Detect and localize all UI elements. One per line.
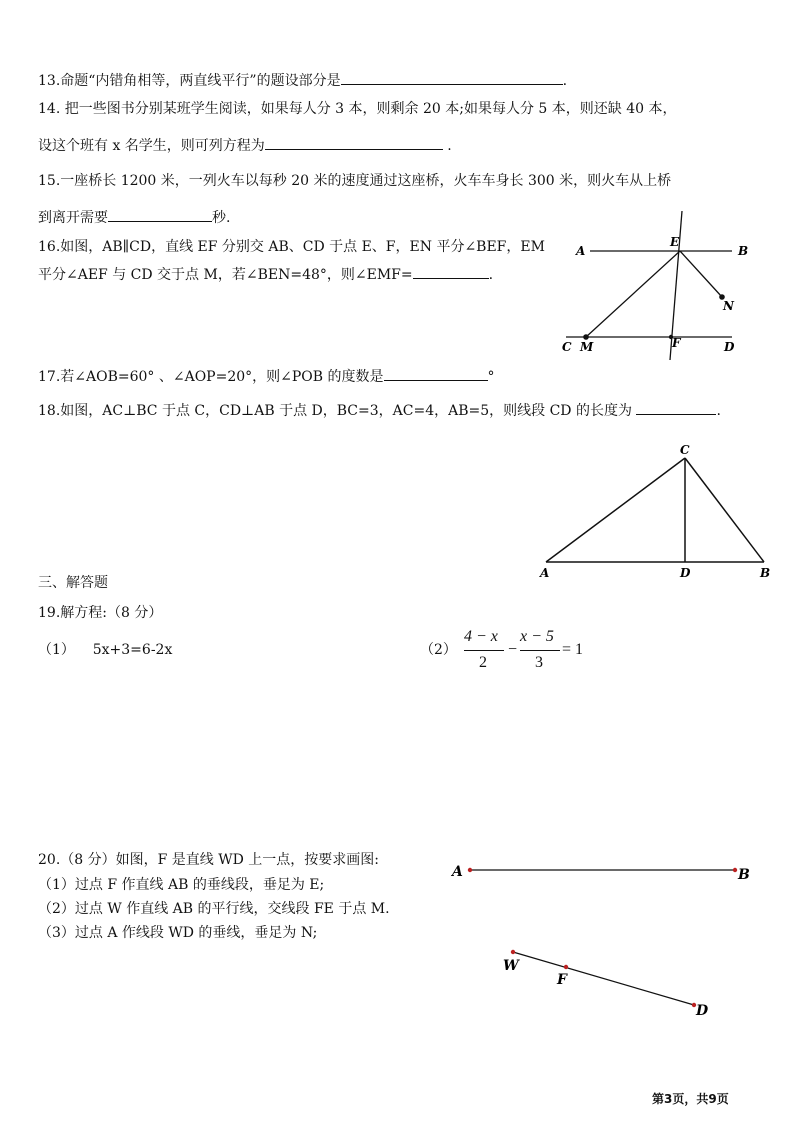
label-d: D xyxy=(696,1003,709,1019)
section-3-heading: 三、解答题 xyxy=(38,575,108,591)
fraction-1-bar xyxy=(464,650,504,651)
point-a xyxy=(468,868,472,872)
label-c: C xyxy=(680,443,690,457)
label-b: B xyxy=(738,867,750,883)
question-19-part1: （1） 5x+3=6-2x xyxy=(38,642,173,658)
segment-em xyxy=(586,251,680,337)
question-15-line1: 15.一座桥长 1200 米，一列火车以每秒 20 米的速度通过这座桥，火车车身长 300 米，则火车从上桥 xyxy=(38,173,672,189)
question-20-item3: （3）过点 A 作线段 WD 的垂线，垂足为 N; xyxy=(38,925,318,941)
question-20-item1: （1）过点 F 作直线 AB 的垂线段，垂足为 E; xyxy=(38,877,325,893)
ray-en xyxy=(680,251,722,297)
question-18: 18.如图，AC⊥BC 于点 C，CD⊥AB 于点 D，BC=3，AC=4，AB=5，则线段 CD 的长度为 . xyxy=(38,400,721,420)
label-e: E xyxy=(670,235,680,249)
fraction-1-numerator: 4 − x xyxy=(464,628,498,645)
figure-20 xyxy=(440,850,760,1030)
question-14-line2: 设这个班有 x 名学生，则可列方程为 . xyxy=(38,135,452,155)
answer-blank-18[interactable] xyxy=(636,400,716,415)
question-14-line1: 14. 把一些图书分别某班学生阅读，如果每人分 3 本，则剩余 20 本;如果每人分 5 本，则还缺 40 本， xyxy=(38,101,677,117)
label-d: D xyxy=(724,340,735,354)
fraction-1-denominator: 2 xyxy=(479,654,487,671)
equation-2-rhs: = 1 xyxy=(562,641,584,658)
minus-sign: − xyxy=(508,641,518,658)
point-m xyxy=(583,334,589,340)
question-16-line1: 16.如图，AB∥CD，直线 EF 分别交 AB、CD 于点 E、F，EN 平分∠BEF，EM xyxy=(38,239,545,255)
question-17: 17.若∠AOB=60° 、∠AOP=20°，则∠POB 的度数是 ° xyxy=(38,366,495,386)
label-d: D xyxy=(680,566,691,580)
label-c: C xyxy=(562,340,572,354)
answer-blank-13[interactable] xyxy=(341,70,563,85)
label-w: W xyxy=(503,958,519,974)
answer-blank-17[interactable] xyxy=(384,366,488,381)
label-f: F xyxy=(672,336,681,350)
figure-16 xyxy=(560,205,750,365)
figure-18 xyxy=(530,440,780,585)
label-f: F xyxy=(557,972,567,988)
question-19-part2-label: （2） xyxy=(420,642,457,658)
segment-wd xyxy=(513,952,694,1005)
answer-blank-15[interactable] xyxy=(108,207,212,222)
answer-blank-14[interactable] xyxy=(265,135,443,150)
point-b xyxy=(733,868,737,872)
equation-1: 5x+3=6-2x xyxy=(92,642,173,658)
label-a: A xyxy=(576,244,586,258)
point-w xyxy=(511,950,515,954)
question-13: 13.命题“内错角相等，两直线平行”的题设部分是 . xyxy=(38,70,567,90)
equation-2 xyxy=(462,628,592,678)
question-13-text: 13.命题“内错角相等，两直线平行”的题设部分是 xyxy=(38,73,341,89)
label-b: B xyxy=(738,244,749,258)
segment-ac xyxy=(546,458,685,562)
fraction-2-bar xyxy=(520,650,560,651)
question-15-line2: 到离开需要 秒. xyxy=(38,207,230,227)
question-20-title: 20.（8 分）如图，F 是直线 WD 上一点，按要求画图: xyxy=(38,852,380,868)
fraction-2-numerator: x − 5 xyxy=(520,628,554,645)
segment-bc xyxy=(685,458,764,562)
label-m: M xyxy=(580,340,594,354)
question-16-line2: 平分∠AEF 与 CD 交于点 M，若∠BEN=48°，则∠EMF= . xyxy=(38,264,493,284)
fraction-2-denominator: 3 xyxy=(535,654,543,671)
label-a: A xyxy=(452,864,463,880)
page-number: 第3页，共9页 xyxy=(652,1092,729,1106)
point-f xyxy=(564,965,568,969)
label-b: B xyxy=(760,566,771,580)
label-a: A xyxy=(540,566,550,580)
label-n: N xyxy=(723,299,734,313)
answer-blank-16[interactable] xyxy=(413,264,489,279)
question-20-item2: （2）过点 W 作直线 AB 的平行线，交线段 FE 于点 M. xyxy=(38,901,390,917)
question-19-title: 19.解方程:（8 分） xyxy=(38,605,163,621)
